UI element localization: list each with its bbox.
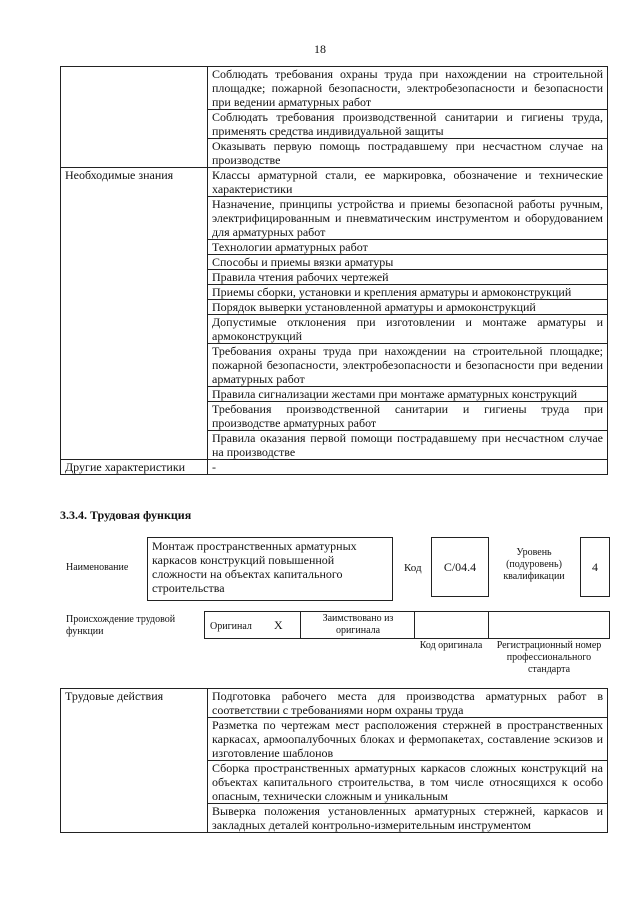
table1-row [61,168,608,197]
table3-left-cell [61,761,208,804]
table1-left-cell [61,139,208,168]
original-label: Оригинал [210,621,252,632]
table3-right-cell: Выверка положения установленных арматурных стержней, каркасов и закладных деталей контрольно-измерительным инструментом [208,804,608,833]
table1-row [61,270,608,285]
table1-row [61,255,608,270]
table1-right-cell: Соблюдать требования охраны труда при нахождении на строительной площадке; пожарной безопасности, электробезопасности и безопасности при ведении арматурных работ [208,67,608,110]
code-label: Код [404,562,422,574]
table1-right-cell: Назначение, принципы устройства и приемы безопасной работы ручным, электрифицированным и пневматическим инструментом и оборудованием для арматурных работ [208,197,608,240]
table1-row [61,300,608,315]
level-box [580,537,610,597]
table1-left-cell: Необходимые знания [61,168,208,197]
table3-left-cell [61,804,208,833]
level-label: Уровень (подуровень) квалификации [503,547,565,582]
code-caption: Код оригинала [419,640,483,651]
table1-right-cell: Порядок выверки установленной арматуры и армоконструкций [208,300,608,315]
table3-row [61,689,608,718]
table1-row [61,197,608,240]
origin-label: Происхождение трудовой функции [66,614,176,637]
table3-right-cell: Подготовка рабочего места для производства арматурных работ в соответствии с требованиями норм охраны труда [208,689,608,718]
origin-divider-2 [414,611,415,639]
table1-left-cell [61,255,208,270]
table1-row [61,240,608,255]
table3-row [61,718,608,761]
table1-left-cell [61,402,208,431]
level-value: 4 [592,560,598,574]
table1-row [61,387,608,402]
table1-left-cell [61,431,208,460]
table1-left-cell [61,344,208,387]
table1-left-cell [61,387,208,402]
table1-row [61,402,608,431]
table1-left-cell [61,300,208,315]
page-number: 18 [314,42,326,56]
table1-left-cell [61,270,208,285]
function-name-box [147,537,393,601]
table1-right-cell: Классы арматурной стали, ее маркировка, обозначение и технические характеристики [208,168,608,197]
table1-right-cell: - [208,460,608,475]
name-label: Наименование [66,562,129,573]
original-mark: X [274,618,283,632]
table1-row [61,67,608,110]
table1-left-cell [61,240,208,255]
table1-left-cell [61,110,208,139]
table1-left-cell: Другие характеристики [61,460,208,475]
table3-left-cell: Трудовые действия [61,689,208,718]
table1-row [61,285,608,300]
table3-row [61,804,608,833]
table1-left-cell [61,67,208,110]
table1-right-cell: Технологии арматурных работ [208,240,608,255]
function-code-box [431,537,489,597]
table1-right-cell: Правила сигнализации жестами при монтаже арматурных конструкций [208,387,608,402]
reg-caption: Регистрационный номер профессионального стандарта [496,640,602,675]
table3-left-cell [61,718,208,761]
table1-right-cell: Правила чтения рабочих чертежей [208,270,608,285]
table1-row [61,139,608,168]
table1-right-cell: Требования производственной санитарии и гигиены труда при производстве арматурных работ [208,402,608,431]
table1-right-cell: Требования охраны труда при нахождении на строительной площадке; пожарной безопасности, электробезопасности и безопасности при ведении арматурных работ [208,344,608,387]
table1-right-cell: Способы и приемы вязки арматуры [208,255,608,270]
origin-divider-1 [300,611,301,639]
table1-right-cell: Правила оказания первой помощи пострадавшему при несчастном случае на производстве [208,431,608,460]
table1-row [61,431,608,460]
table1-right-cell: Допустимые отклонения при изготовлении и монтаже арматуры и армоконструкций [208,315,608,344]
table1-right-cell: Приемы сборки, установки и крепления арматуры и армоконструкций [208,285,608,300]
table1-row [61,315,608,344]
table1-right-cell: Соблюдать требования производственной санитарии и гигиены труда, применять средства индивидуальной защиты [208,110,608,139]
table3-row [61,761,608,804]
table1-left-cell [61,197,208,240]
table1-left-cell [61,285,208,300]
labor-actions-table [60,688,608,833]
table1-row [61,344,608,387]
table1-row [61,460,608,475]
table1-left-cell [61,315,208,344]
function-name-value: Монтаж пространственных арматурных каркасов конструкций повышенной сложности на объектах капитального строительства [152,539,357,595]
table3-right-cell: Разметка по чертежам мест расположения стержней в пространственных каркасах, армоопалубочных блоках и фермопакетах, составление эскизов и изготовление шаблонов [208,718,608,761]
table1-right-cell: Оказывать первую помощь пострадавшему при несчастном случае на производстве [208,139,608,168]
skills-knowledge-table [60,66,608,475]
table3-right-cell: Сборка пространственных арматурных каркасов сложных конструкций на объектах капитального строительства, в том числе относящихся к особо опасным, технически сложным и уникальным [208,761,608,804]
function-code-value: С/04.4 [443,560,477,574]
section-heading: 3.3.4. Трудовая функция [60,508,192,522]
table1-row [61,110,608,139]
borrowed-label: Заимствовано из оригинала [322,613,394,636]
origin-divider-3 [488,611,489,639]
